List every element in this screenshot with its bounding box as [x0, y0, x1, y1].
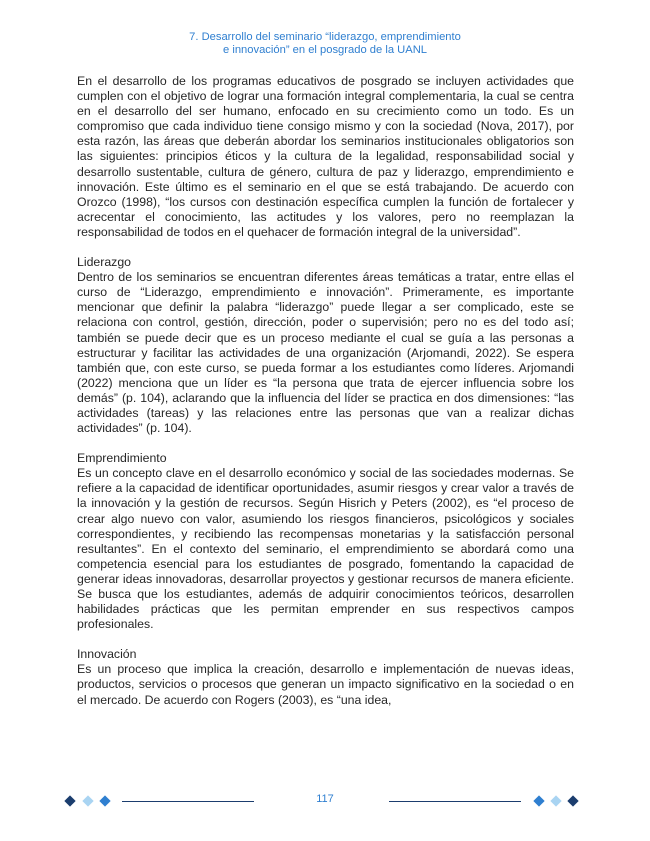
emprendimiento-paragraph: Es un concepto clave en el desarrollo económico y social de las sociedades modernas. Se refiere a la capacidad de identificar oportunidades, asumir riesgos y crear valor a través de la innovación y la gestión de recursos. Según Hisrich y Peters (2002), es “el proceso de crear algo nuevo con valor, asumiendo los riesgos financieros, psicológicos y sociales correspondientes, y recibiendo las recompensas monetarias y la satisfacción personal resultantes”. En el contexto del seminario, el emprendimiento se abordará como una competencia esencial para los estudiantes de posgrado, fomentando la capacidad de generar ideas innovadoras, desarrollar proyectos y gestionar recursos de manera eficiente. Se busca que los estudiantes, además de adquirir conocimientos teóricos, desarrollen habilidades prácticas que les permitan emprender en sus respectivos campos profesionales. — [77, 466, 574, 632]
running-header-line-1: 7. Desarrollo del seminario “liderazgo, emprendimiento — [189, 31, 461, 43]
section-heading-innovacion: Innovación — [77, 647, 137, 662]
paragraph-spacer — [77, 240, 574, 255]
running-header — [0, 31, 650, 57]
running-header-line-2: e innovación” en el posgrado de la UANL — [223, 44, 427, 56]
section-heading-emprendimiento: Emprendimiento — [77, 451, 167, 466]
paragraph-spacer — [77, 632, 574, 647]
footer-rule-right — [389, 801, 521, 802]
page-body — [77, 74, 574, 708]
section-heading-liderazgo: Liderazgo — [77, 255, 132, 270]
page-footer — [0, 790, 650, 814]
innovacion-paragraph: Es un proceso que implica la creación, desarrollo e implementación de nuevas ideas, productos, servicios o procesos que generan un impacto significativo en la sociedad o en el mercado. De acuerdo con Rogers (2003), es “una idea, — [77, 662, 574, 707]
liderazgo-paragraph: Dentro de los seminarios se encuentran diferentes áreas temáticas a tratar, entre ellas el curso de “Liderazgo, emprendimiento e innovación”. Primeramente, es importante mencionar que definir la palabra “liderazgo” puede llegar a ser complicado, este se relaciona con control, gestión, dirección, poder o supervisión; pero no es del todo así; también se puede decir que es un proceso mediante el cual se guía a las personas a estructurar y facilitar las actividades de una organización (Arjomandi, 2022). Se espera también que, con este curso, se pueda formar a los estudiantes como líderes. Arjomandi (2022) menciona que un líder es “la persona que trata de ejercer influencia sobre los demás” (p. 104), aclarando que la influencia del líder se practica en dos dimensiones: “las actividades (tareas) y las relaciones entre las personas que van a realizar dichas actividades” (p. 104). — [77, 270, 574, 436]
intro-paragraph: En el desarrollo de los programas educativos de posgrado se incluyen actividades que cumplen con el objetivo de lograr una formación integral complementaria, la cual se centra en el desarrollo del ser humano, enfocado en su crecimiento como un todo. Es un compromiso que cada individuo tiene consigo mismo y con la sociedad (Nova, 2017), por esta razón, las áreas que deberán abordar los seminarios institucionales obligatorios son las siguientes: principios éticos y la cultura de la legalidad, responsabilidad social y desarrollo sustentable, cultura de género, cultura de paz y liderazgo, emprendimiento e innovación. Este último es el seminario en el que se está trabajando. De acuerdo con Orozco (1998), “los cursos con destinación específica cumplen la función de fortalecer y acrecentar el conocimiento, las actitudes y los valores, pero no reemplazan la responsabilidad de todos en el quehacer de formación integral de la universidad”. — [77, 74, 574, 239]
paragraph-spacer — [77, 436, 574, 451]
page-number: 117 — [316, 793, 334, 805]
